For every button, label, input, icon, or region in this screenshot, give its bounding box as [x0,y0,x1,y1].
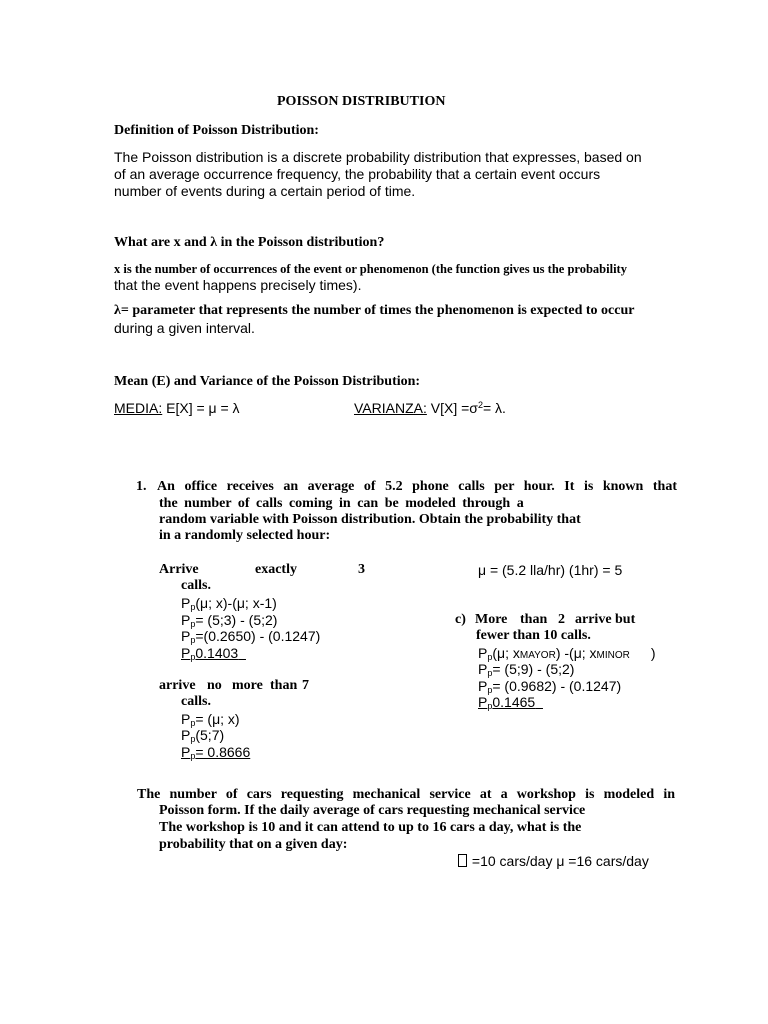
x-lambda-heading: What are x and λ in the Poisson distribution? [114,235,385,250]
media-expression: E[X] = μ = λ [162,400,240,416]
p-subscript: p [487,701,493,711]
part-a-result [181,645,247,662]
part-a-step-1-text: (μ; x)-(μ; x-1) [195,595,277,611]
p-subscript: p [190,652,196,662]
part-b-step-1-text: = (μ; x) [195,711,240,727]
p-subscript: p [190,734,196,744]
part-b-result [181,744,250,761]
page-title: POISSON DISTRIBUTION [277,94,446,109]
p-subscript: p [487,652,493,662]
problem1-line-2: the number of calls coming in can be modeled through a [159,496,524,511]
part-a-step-3-text: =(0.2650) - (0.1247) [195,628,321,644]
part-a-word-2: exactly [255,562,297,577]
part-b-result-text: = 0.8666 [195,744,251,760]
p-symbol: P [478,678,488,694]
part-b-word-3: more [232,678,263,693]
part-c-step-2 [478,661,574,678]
problem2-given [458,853,649,869]
x-definition-line-2: that the event happens precisely times). [114,277,362,293]
p-subscript: p [487,685,493,695]
part-b-word-4: than [270,678,298,693]
part-c-step-1 [478,645,656,662]
varianza-formula [354,400,506,416]
p-subscript: p [190,635,196,645]
lambda-definition-line-1: λ= parameter that represents the number of times the phenomenon is expected to occur [114,303,635,318]
problem1-line-3: random variable with Poisson distribution. Obtain the probability that [159,512,581,527]
definition-line-2: of an average occurrence frequency, the probability that a certain event occurs [114,166,601,182]
p-symbol: P [181,645,191,661]
part-c-step-1-c: ) [650,645,656,661]
x-definition-line-1: x is the number of occurrences of the event or phenomenon (the function gives us the probability [114,262,627,276]
varianza-superscript: 2 [477,400,483,410]
varianza-expression-a: V[X] =σ [426,400,478,416]
p-symbol: P [181,711,191,727]
problem2-line-4: probability that on a given day: [159,837,348,852]
part-a-step-2-text: = (5;3) - (5;2) [195,612,278,628]
varianza-label: VARIANZA: [354,400,427,416]
media-label: MEDIA: [114,400,163,416]
mu-calculation: μ = (5.2 lla/hr) (1hr) = 5 [478,562,623,578]
part-b-continuation: calls. [181,694,211,709]
mean-variance-heading: Mean (E) and Variance of the Poisson Distribution: [114,374,421,389]
p-symbol: P [181,612,191,628]
part-b-word-2: no [207,678,222,693]
part-b-step-2-text: (5;7) [195,727,225,743]
part-c-step-3 [478,678,621,695]
problem2-line-3: The workshop is 10 and it can attend to up to 16 cars a day, what is the [159,820,582,835]
part-a-result-text: 0.1403 [195,645,239,661]
part-b-step-1 [181,711,240,728]
p-symbol: P [181,628,191,644]
problem1-line-1: An office receives an average of 5.2 phone calls per hour. It is known that [157,479,677,494]
part-b-word-1: arrive [159,678,196,693]
problem1-line-4: in a randomly selected hour: [159,528,331,543]
varianza-expression-b: = λ. [482,400,506,416]
part-c-step-2-text: = (5;9) - (5;2) [492,661,575,677]
part-a-step-3 [181,628,320,645]
p-symbol: P [181,727,191,743]
part-a-step-1 [181,595,277,612]
part-c-word-2: More [475,612,508,627]
part-c-word-1: c) [455,612,466,627]
part-a-step-2 [181,612,277,629]
problem2-line-1: The number of cars requesting mechanical service at a workshop is modeled in [137,787,675,802]
p-symbol: P [478,645,488,661]
part-a-word-3: 3 [358,562,365,577]
media-formula [114,400,240,416]
problem2-given-text: =10 cars/day μ =16 cars/day [468,853,649,869]
p-subscript: p [190,602,196,612]
problem1-number: 1. [136,479,147,494]
part-b-word-5: 7 [302,678,309,693]
part-c-mayor-subscript: MAYOR [519,650,556,661]
p-symbol: P [181,744,191,760]
part-b-step-2 [181,727,224,744]
part-c-continuation: fewer than 10 calls. [476,628,591,643]
definition-line-1: The Poisson distribution is a discrete probability distribution that expresses, based on [114,149,642,165]
p-symbol: P [181,595,191,611]
part-c-minor-subscript: MINOR [596,650,630,661]
part-c-result-text: 0.1465 [492,694,536,710]
part-c-word-4: 2 [558,612,565,627]
lambda-definition-line-2: during a given interval. [114,320,255,336]
part-c-step-3-text: = (0.9682) - (0.1247) [492,678,622,694]
part-c-result [478,694,544,711]
definition-line-3: number of events during a certain period of time. [114,183,416,199]
definition-heading: Definition of Poisson Distribution: [114,123,319,138]
part-a-word-1: Arrive [159,562,199,577]
part-c-word-6: but [615,612,636,627]
p-subscript: p [190,751,196,761]
part-c-step-1-b: ) -(μ; x [555,645,597,661]
part-a-continuation: calls. [181,578,211,593]
missing-glyph-icon [458,854,467,867]
part-c-word-5: arrive [575,612,612,627]
part-c-step-1-a: (μ; x [492,645,520,661]
p-subscript: p [487,668,493,678]
p-subscript: p [190,619,196,629]
p-symbol: P [478,694,488,710]
problem2-line-2: Poisson form. If the daily average of cars requesting mechanical service [159,803,586,818]
part-c-word-3: than [520,612,548,627]
p-subscript: p [190,718,196,728]
p-symbol: P [478,661,488,677]
